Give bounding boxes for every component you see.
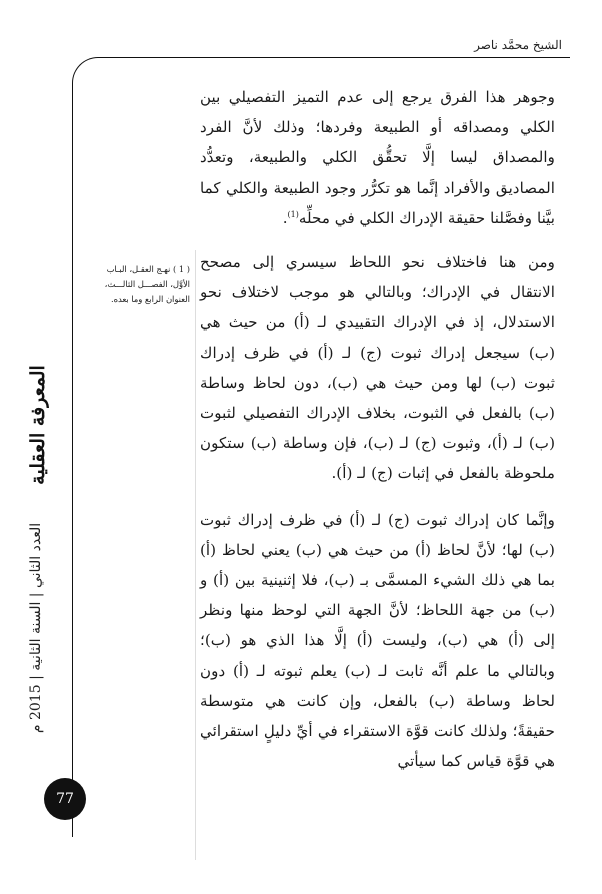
journal-logo-text: المعرفة العقلية xyxy=(27,365,50,485)
paragraph: وإنَّما كان إدراك ثبوت (ج) لـ (أ) في ظرف إدراك ثبوت (ب) لها؛ لأنَّ لحاظ (أ) من حيث هي (ب) يعني لحاظ (أ) بما هي ذلك الشيء المسمَّى بـ (ب)، فلا إثنينية بين (أ) و (ب) من جهة اللحاظ؛ لأنَّ الجهة التي لوحظ منها ونظر إلى (أ) هي (ب)، وليست (أ) إلَّا هذا الذي هو (ب)؛ وبالتالي ما علم أنَّه ثابت لـ (ب) يعلم ثبوته لـ (أ) دون لحاظ وساطة (ب) بالفعل، وإن كانت هي متوسطة حقيقةً؛ ولذلك كانت قوَّة الاستقراء في أيِّ دليلٍ استقرائي هي قوَّة قياس كما سيأتي xyxy=(200,510,555,771)
header-rule xyxy=(98,57,570,58)
paragraph-text: وجوهر هذا الفرق يرجع إلى عدم التميز التفصيلي بين الكلي ومصداقه أو الطبيعة وفردها؛ وذلك لأنَّ الفرد والمصداق ليسا إلَّا تحقُّق الكلي والطبيعة، وتعدُّد المصاديق والأفراد إنَّما هو تكرُّر وجود الطبيعة والكلي كما بيَّنا وفصَّلنا حقيقة الإدراك الكلي في محلِّه xyxy=(200,88,555,227)
footnote xyxy=(90,262,190,307)
footnote-line: ( 1 ) نهـج العقـل، البـاب xyxy=(106,264,190,274)
page-frame-corner xyxy=(72,57,98,837)
page-number: 77 xyxy=(56,791,74,807)
journal-logo xyxy=(18,365,58,485)
page-number-badge xyxy=(44,778,86,820)
footnote-divider xyxy=(195,250,196,860)
issue-info-text: العدد الثاني | السنة الثانية | 2015 م xyxy=(28,522,45,734)
running-header-author: الشيخ محمَّد ناصر xyxy=(474,38,562,52)
paragraph: ومن هنا فاختلاف نحو اللحاظ سيسري إلى مصحح الانتقال في الإدراك؛ وبالتالي هو موجب لاختلاف نحو الاستدلال، إذ في الإدراك التقييدي لـ (أ) من حيث هي (ب) سيجعل إدراك ثبوت (ج) لـ (أ) في ظرف إدراك ثبوت (ب) لها ومن حيث هي (ب)، دون لحاظ وساطة (ب) بالفعل في الثبوت، بخلاف الإدراك التفصيلي لثبوت (ب) لـ (أ)، وثبوت (ج) لـ (ب)، فإن وساطة (ب) ستكون ملحوظة بالفعل في إثبات (ج) لـ (أ). xyxy=(200,253,555,483)
footnote-marker[interactable]: (1) xyxy=(287,209,299,219)
footnote-line: الأوَّل، الفصـــل الثالـــث، xyxy=(104,279,190,289)
paragraph: وجوهر هذا الفرق يرجع إلى عدم التميز التفصيلي بين الكلي ومصداقه أو الطبيعة وفردها؛ وذلك لأنَّ الفرد والمصداق ليسا إلَّا تحقُّق الكلي والطبيعة، وتعدُّد المصاديق والأفراد إنَّما هو تكرُّر وجود الطبيعة والكلي كما بيَّنا وفصَّلنا حقيقة الإدراك الكلي في محلِّه$^{(1)}$. xyxy=(200,88,555,227)
issue-info xyxy=(14,518,58,738)
body-text xyxy=(200,82,555,776)
footnote-line: العنوان الرابع وما بعده. xyxy=(110,294,190,304)
